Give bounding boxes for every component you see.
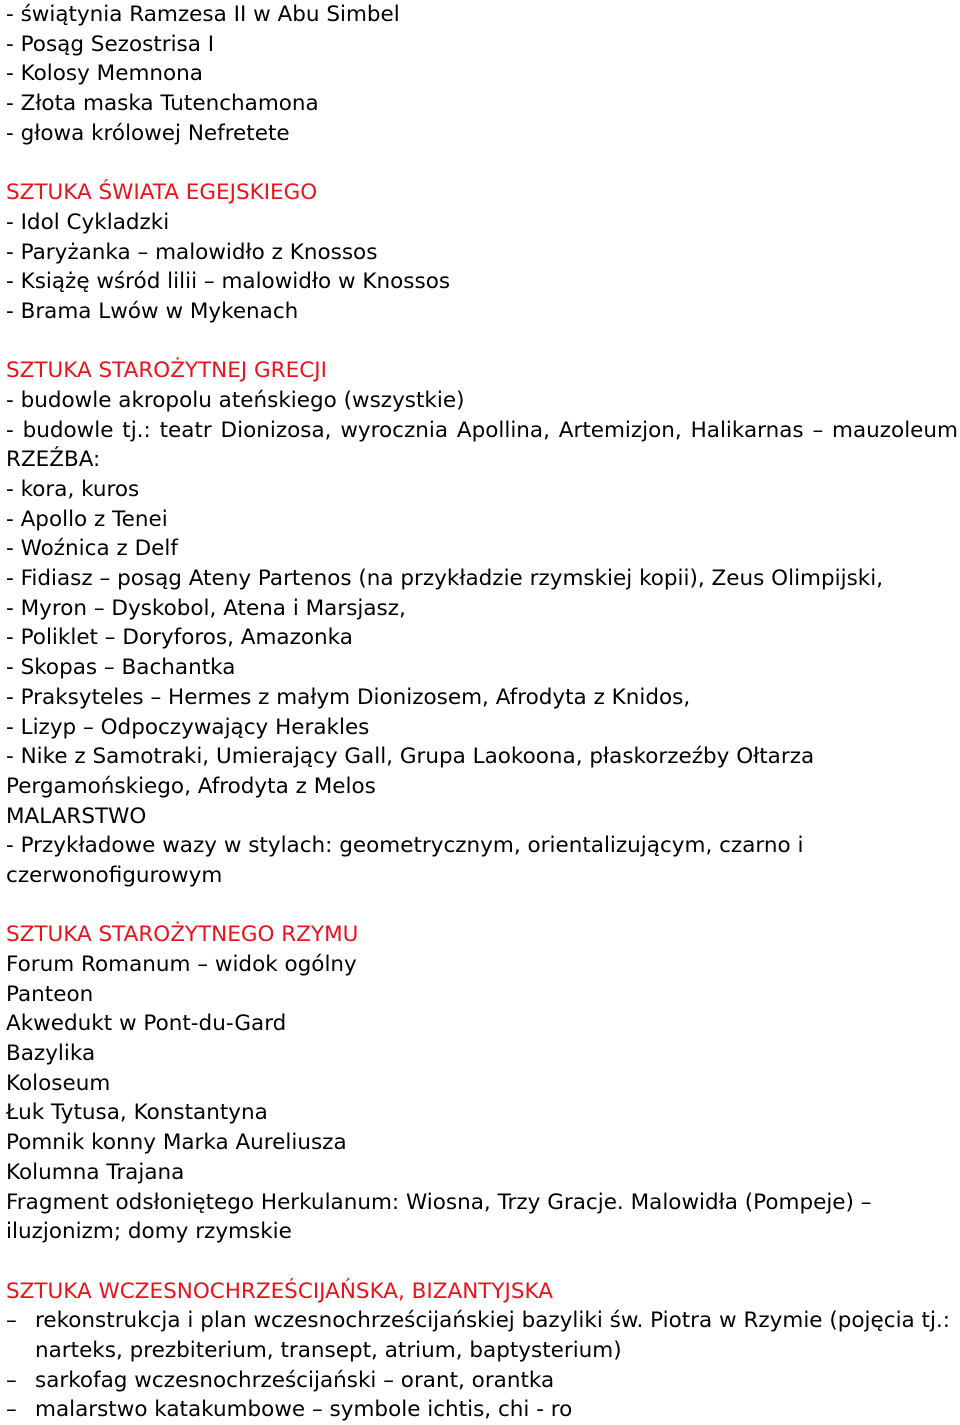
bullet-item [6,1306,958,1336]
list-item: - Przykładowe wazy w stylach: geometrycznym, orientalizującym, czarno i [6,833,804,859]
list-item: Bazylika [6,1041,96,1067]
list-item: Kolumna Trajana [6,1159,185,1185]
section-heading-rome: SZTUKA STAROŻYTNEGO RZYMU [6,922,359,948]
list-item: - Złota maska Tutenchamona [6,91,319,117]
section-heading-aegean: SZTUKA ŚWIATA EGEJSKIEGO [6,180,318,206]
list-item: - Lizyp – Odpoczywający Herakles [6,714,370,740]
dash-bullet-icon: – [6,1397,17,1423]
list-item: Koloseum [6,1070,111,1096]
list-item: - Myron – Dyskobol, Atena i Marsjasz, [6,595,406,621]
section-heading-greece: SZTUKA STAROŻYTNEJ GRECJI [6,358,327,384]
list-item-continuation: czerwonofigurowym [6,862,223,888]
list-item: - Skopas – Bachantka [6,655,236,681]
bullet-text: rekonstrukcja i plan wczesnochrześcijańskiej bazyliki św. Piotra w Rzymie (pojęcia tj.: [35,1308,951,1334]
list-item: - budowle akropolu ateńskiego (wszystkie) [6,387,465,413]
section-spacer [6,891,958,921]
list-item: - Woźnica z Delf [6,536,178,562]
section-spacer [6,327,958,357]
section-heading-byzantine: SZTUKA WCZESNOCHRZEŚCIJAŃSKA, BIZANTYJSKA [6,1278,553,1304]
section-spacer [6,1247,958,1277]
list-item: - Idol Cykladzki [6,209,170,235]
list-item-continuation: iluzjonizm; domy rzymskie [6,1219,292,1245]
list-item: - Brama Lwów w Mykenach [6,298,299,324]
list-item: Forum Romanum – widok ogólny [6,952,357,977]
subsection-label-sculpture: RZEŹBA: [6,447,101,473]
list-item: Panteon [6,981,94,1007]
list-item: - Paryżanka – malowidło z Knossos [6,239,378,265]
dash-bullet-icon: – [6,1308,17,1334]
list-item: Fragment odsłoniętego Herkulanum: Wiosna, Trzy Gracje. Malowidła (Pompeje) – [6,1189,872,1215]
dash-bullet-icon: – [6,1367,17,1393]
list-item: Pomnik konny Marka Aureliusza [6,1130,347,1156]
bullet-item [6,1395,958,1425]
bullet-item-continuation: narteks, prezbiterium, transept, atrium, baptysterium) [35,1337,622,1363]
list-item: - Kolosy Memnona [6,61,203,87]
list-item: - świątynia Ramzesa II w Abu Simbel [6,2,400,27]
bullet-text: malarstwo katakumbowe – symbole ichtis, chi - ro [35,1397,573,1423]
list-item: - Posąg Sezostrisa I [6,31,215,57]
subsection-label-painting: MALARSTWO [6,803,147,829]
list-item-continuation: Pergamońskiego, Afrodyta z Melos [6,773,376,799]
bullet-text: sarkofag wczesnochrześcijański – orant, orantka [35,1367,555,1393]
section-spacer [6,148,958,178]
list-item: - głowa królowej Nefretete [6,120,290,146]
document-page [6,0,958,1425]
list-item: - budowle tj.: teatr Dionizosa, wyrocznia Apollina, Artemizjon, Halikarnas – mauzoleum [6,417,958,443]
list-item: - Apollo z Tenei [6,506,168,532]
list-item: - Poliklet – Doryforos, Amazonka [6,625,353,651]
list-item: - kora, kuros [6,477,140,502]
bullet-item [6,1366,958,1396]
list-item: - Praksyteles – Hermes z małym Dionizosem, Afrodyta z Knidos, [6,684,691,710]
list-item: Akwedukt w Pont-du-Gard [6,1011,287,1037]
list-item: - Nike z Samotraki, Umierający Gall, Grupa Laokoona, płaskorzeźby Ołtarza [6,744,815,770]
list-item: - Fidiasz – posąg Ateny Partenos (na przykładzie rzymskiej kopii), Zeus Olimpijski, [6,566,884,592]
list-item: Łuk Tytusa, Konstantyna [6,1100,268,1126]
list-item: - Książę wśród lilii – malowidło w Knossos [6,269,451,295]
